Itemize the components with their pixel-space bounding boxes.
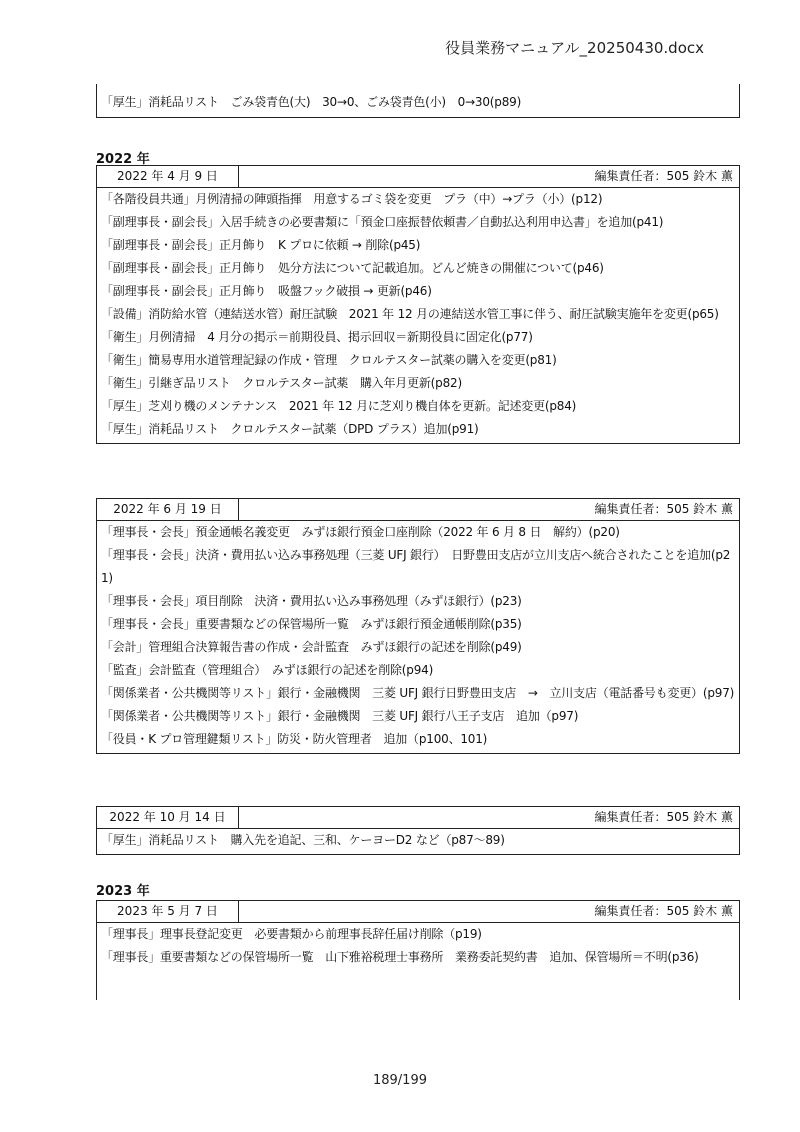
entry-date: 2023 年 5 月 7 日 — [97, 901, 239, 922]
entry-header — [97, 499, 739, 521]
change-line: 「各階役員共通」月例清掃の陣頭指揮 用意するゴミ袋を変更 プラ（中）→プラ（小）(p12) — [101, 192, 603, 206]
change-line: 「衛生」簡易専用水道管理記録の作成・管理 クロルテスター試薬の購入を変更(p81) — [101, 353, 557, 367]
entry-editor: 編集責任者：505 鈴木 薫 — [594, 502, 733, 516]
change-line: 「関係業者・公共機関等リスト」銀行・金融機関 三菱 UFJ 銀行八王子支店 追加（p97) — [101, 709, 579, 723]
change-line: 「副理事長・副会長」正月飾り 処分方法について記載追加。どんど焼きの開催について(p46) — [101, 261, 604, 275]
change-line: 「衛生」月例清掃 4 月分の掲示＝前期役員、掲示回収＝新期役員に固定化(p77) — [101, 330, 533, 344]
page-number: 189/199 — [372, 1073, 427, 1088]
entry-body — [97, 829, 739, 854]
entry-header — [97, 166, 739, 188]
change-line: 「副理事長・副会長」正月飾り 吸盤フック破損 → 更新(p46) — [101, 284, 432, 298]
entry-editor: 編集責任者：505 鈴木 薫 — [594, 169, 733, 183]
continued-change-entry — [96, 84, 740, 118]
entry-editor: 編集責任者：505 鈴木 薫 — [594, 810, 733, 824]
change-line: 「関係業者・公共機関等リスト」銀行・金融機関 三菱 UFJ 銀行日野豊田支店 → 立川支店（電話番号も変更）(p97) — [101, 686, 735, 700]
change-line: 「理事長・会長」重要書類などの保管場所一覧 みずほ銀行預金通帳削除(p35) — [101, 617, 522, 631]
change-line: 「衛生」引継ぎ品リスト クロルテスター試薬 購入年月更新(p82) — [101, 376, 462, 390]
change-line: 「理事長・会長」預金通帳名義変更 みずほ銀行預金口座削除（2022 年 6 月 8 日 解約）(p20) — [101, 525, 620, 539]
entry-body — [97, 923, 739, 971]
document-filename: 役員業務マニュアル_20250430.docx — [445, 39, 704, 57]
change-entry-2023-05-07 — [96, 900, 740, 1000]
year-heading-2022: 2022 年 — [96, 152, 150, 167]
entry-editor: 編集責任者：505 鈴木 薫 — [594, 904, 733, 918]
entry-date: 2022 年 6 月 19 日 — [97, 499, 239, 520]
change-line: 「設備」消防給水管（連結送水管）耐圧試験 2021 年 12 月の連結送水管工事に伴う、耐圧試験実施年を変更(p65) — [101, 307, 719, 321]
change-line: 「厚生」消耗品リスト 購入先を追記、三和、ケーヨーD2 など（p87〜89) — [101, 833, 505, 847]
year-heading-2023: 2023 年 — [96, 884, 150, 899]
change-line: 「厚生」芝刈り機のメンテナンス 2021 年 12 月に芝刈り機自体を更新。記述変更(p84) — [101, 399, 577, 413]
change-line: 「副理事長・副会長」正月飾り K プロに依頼 → 削除(p45) — [101, 238, 421, 252]
entry-body — [97, 188, 739, 443]
entry-header — [97, 901, 739, 923]
entry-date: 2022 年 10 月 14 日 — [97, 807, 239, 828]
change-line: 「監査」会計監査（管理組合） みずほ銀行の記述を削除(p94) — [101, 663, 434, 677]
change-line: 「副理事長・副会長」入居手続きの必要書類に「預金口座振替依頼書／自動払込利用申込書」を追加(p41) — [101, 215, 664, 229]
change-line: 「理事長」理事長登記変更 必要書類から前理事長辞任届け削除（p19) — [101, 927, 482, 941]
entry-body — [97, 521, 739, 753]
change-line: 「理事長・会長」項目削除 決済・費用払い込み事務処理（みずほ銀行）(p23) — [101, 594, 522, 608]
change-line: 「役員・K プロ管理鍵類リスト」防災・防火管理者 追加（p100、101) — [101, 732, 488, 746]
change-entry-2022-06-19 — [96, 498, 740, 754]
change-entry-2022-10-14 — [96, 806, 740, 855]
change-line: 「厚生」消耗品リスト クロルテスター試薬（DPD プラス）追加(p91) — [101, 422, 479, 436]
entry-header — [97, 807, 739, 829]
change-line: 「理事長・会長」決済・費用払い込み事務処理（三菱 UFJ 銀行） 日野豊田支店が立川支店へ統合されたことを追加(p21) — [101, 548, 731, 585]
change-line: 「会計」管理組合決算報告書の作成・会計監査 みずほ銀行の記述を削除(p49) — [101, 640, 522, 654]
change-line: 「理事長」重要書類などの保管場所一覧 山下雅裕税理士事務所 業務委託契約書 追加、保管場所＝不明(p36) — [101, 950, 699, 964]
change-line: 「厚生」消耗品リスト ごみ袋青色(大) 30→0、ごみ袋青色(小) 0→30(p89) — [101, 95, 522, 109]
change-entry-2022-04-09 — [96, 165, 740, 444]
entry-date: 2022 年 4 月 9 日 — [97, 166, 239, 187]
